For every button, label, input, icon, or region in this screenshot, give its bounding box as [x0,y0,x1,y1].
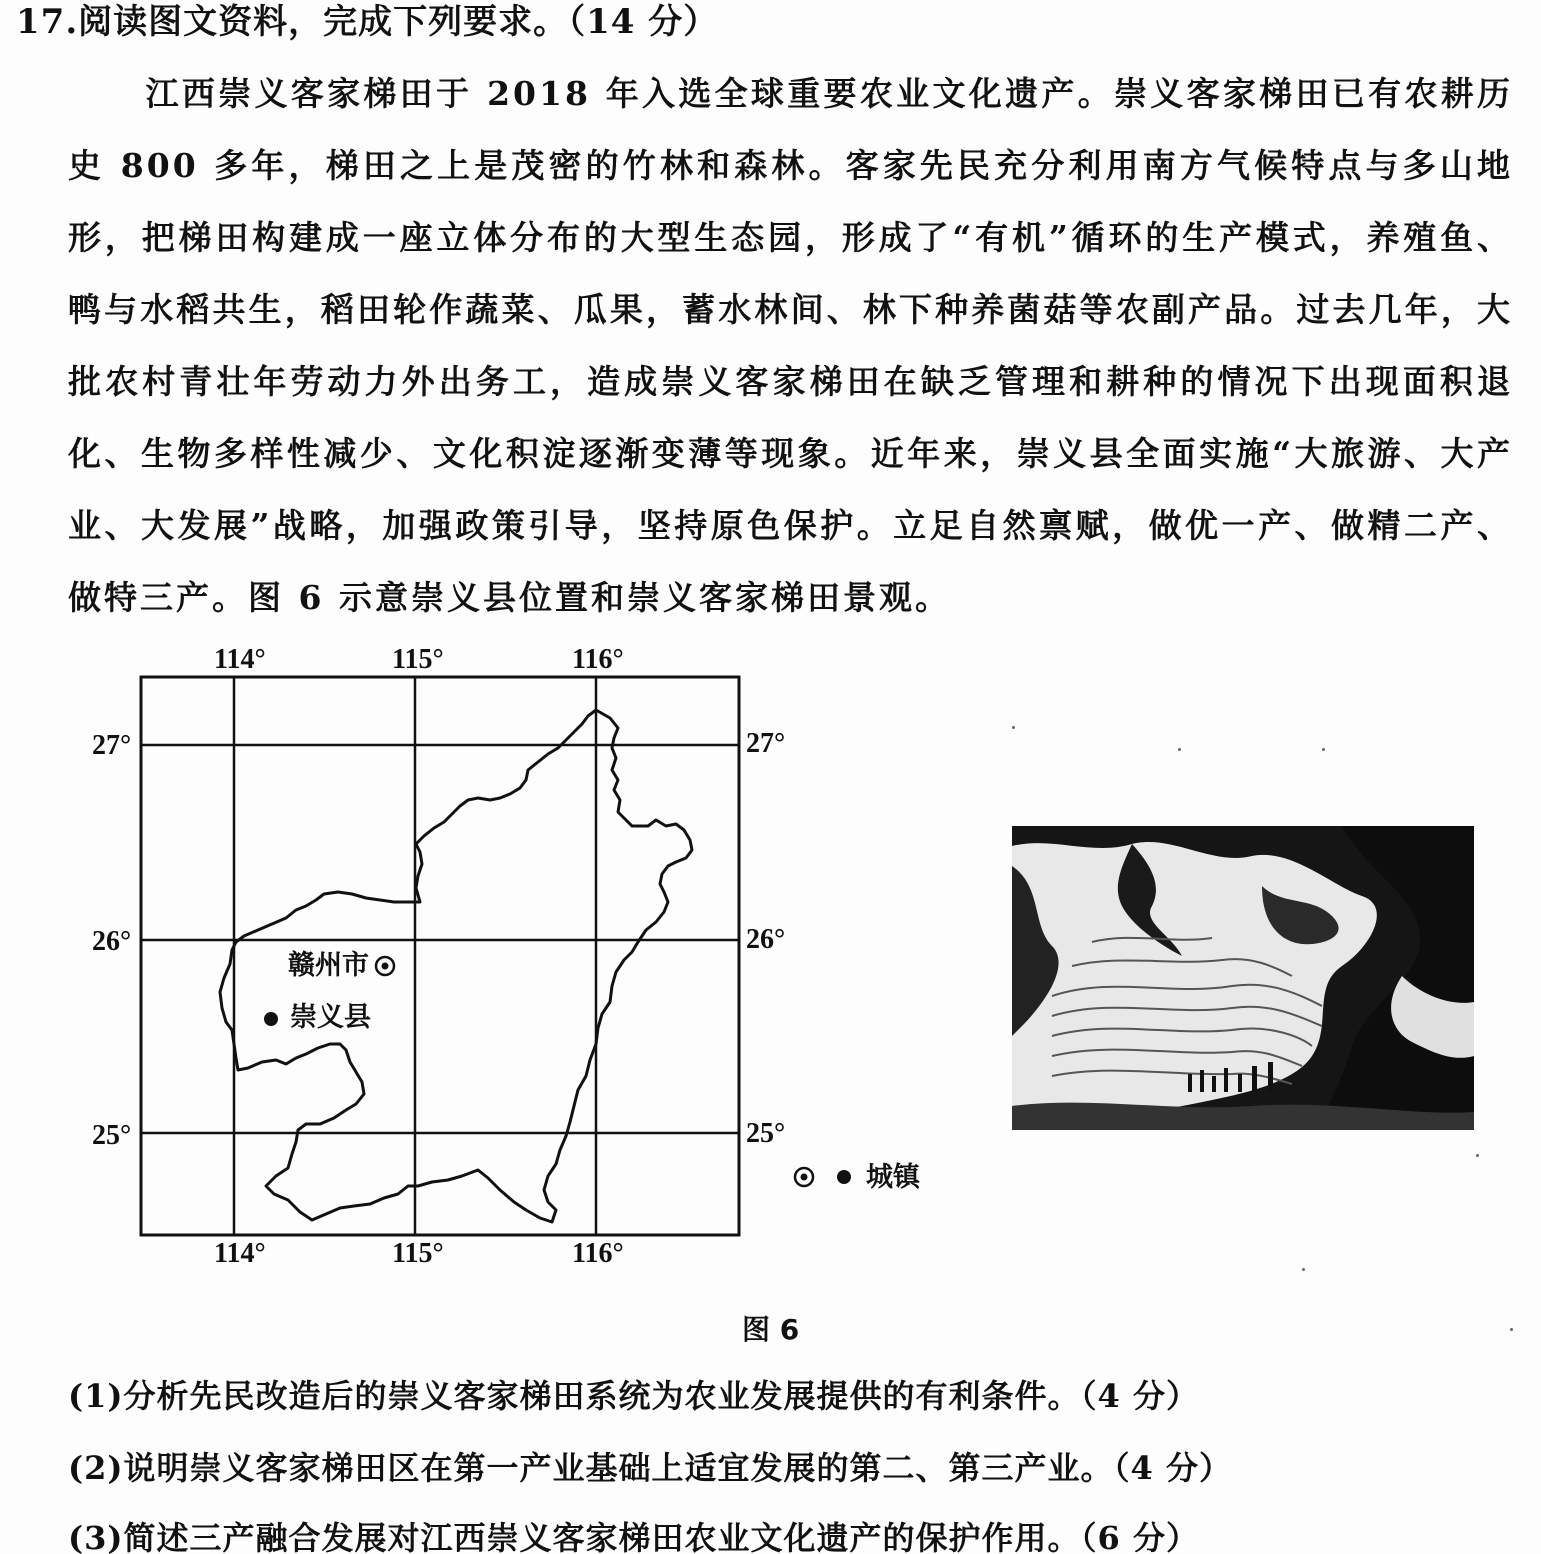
lat-label-left-26: 26° [92,926,132,957]
legend-town-symbol [837,1170,851,1184]
lon-label-bottom-114: 114° [214,1238,266,1269]
scan-speck [1012,726,1015,729]
scan-speck [1476,1154,1479,1157]
terrace-landscape-photo [1012,826,1474,1130]
scan-speck [1178,748,1181,751]
map-graphic [0,630,960,1280]
question-passage: 江西崇义客家梯田于 2018 年入选全球重要农业文化遗产。崇义客家梯田已有农耕历史 800 多年，梯田之上是茂密的竹林和森林。客家先民充分利用南方气候特点与多山地形，把梯田构建成一座立体分布的大型生态园，形成了“有机”循环的生产模式，养殖鱼、鸭与水稻共生，稻田轮作蔬菜、瓜果，蓄水林间、林下种养菌菇等农副产品。过去几年，大批农村青壮年劳动力外出务工，造成崇义客家梯田在缺乏管理和耕种的情况下出现面积退化、生物多样性减少、文化积淀逐渐变薄等现象。近年来，崇义县全面实施“大旅游、大产业、大发展”战略，加强政策引导，坚持原色保护。立足自然禀赋，做优一产、做精二产、做特三产。图 6 示意崇义县位置和崇义客家梯田景观。 [68,74,1513,617]
chongyi-label: 崇义县 [290,1002,371,1033]
terrace-photo-graphic [1012,826,1474,1130]
scan-speck [1322,748,1325,751]
lon-label-top-114: 114° [214,644,266,675]
lat-label-right-26: 26° [746,924,786,955]
lat-label-left-25: 25° [92,1120,132,1151]
lat-label-right-27: 27° [746,728,786,759]
lat-label-left-27: 27° [92,730,132,761]
lon-label-top-116: 116° [572,644,624,675]
scan-speck [1510,1328,1513,1331]
lon-label-bottom-116: 116° [572,1238,624,1269]
sub-question-1: (1)分析先民改造后的崇义客家梯田系统为农业发展提供的有利条件。（4 分） [68,1377,1199,1415]
lat-label-right-25: 25° [746,1118,786,1149]
legend-label: 城镇 [866,1162,920,1193]
scan-speck [1302,1268,1305,1271]
lon-label-top-115: 115° [392,644,444,675]
location-map [0,630,960,1280]
sub-question-2: (2)说明崇义客家梯田区在第一产业基础上适宜发展的第二、第三产业。（4 分） [68,1449,1232,1487]
lon-label-bottom-115: 115° [392,1238,444,1269]
chongyi-county-symbol [264,1012,278,1026]
ganzhou-label: 赣州市 [288,950,369,981]
figure-caption: 图 6 [742,1313,800,1346]
sub-question-3: (3)简述三产融合发展对江西崇义客家梯田农业文化遗产的保护作用。（6 分） [68,1519,1199,1554]
question-title: 17.阅读图文资料，完成下列要求。（14 分） [16,2,719,42]
